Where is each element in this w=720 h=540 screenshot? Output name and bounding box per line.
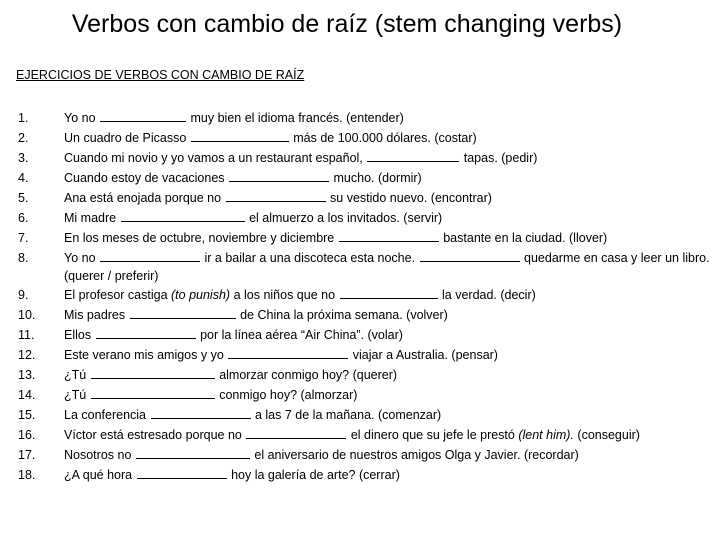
exercise-item-13	[18, 365, 710, 385]
answer-blank[interactable]	[137, 468, 227, 479]
sentence-part: mucho. (dormir)	[333, 171, 422, 185]
exercise-number: 14.	[18, 388, 36, 402]
sentence-part: ¿A qué hora	[64, 468, 133, 482]
sentence-part: Nosotros no	[64, 448, 132, 462]
sentence-part: Un cuadro de Picasso	[64, 131, 187, 145]
answer-blank[interactable]	[340, 288, 438, 299]
exercise-sentence	[64, 285, 710, 305]
sentence-part-italic: (lent him).	[518, 428, 574, 442]
answer-blank[interactable]	[100, 251, 200, 262]
sentence-part: el dinero que su jefe le prestó	[350, 428, 515, 442]
exercise-sentence	[64, 128, 710, 148]
sentence-part: En los meses de octubre, noviembre y diciembre	[64, 231, 335, 245]
exercise-item-16	[18, 425, 710, 445]
answer-blank[interactable]	[420, 251, 520, 262]
answer-blank[interactable]	[226, 191, 326, 202]
exercise-list	[18, 108, 710, 485]
sentence-part: ¿Tú	[64, 388, 87, 402]
answer-blank[interactable]	[100, 111, 186, 122]
exercise-item-4	[18, 168, 710, 188]
exercise-number: 9.	[18, 288, 29, 302]
sentence-part: (conseguir)	[577, 428, 640, 442]
sentence-part: la verdad. (decir)	[442, 288, 536, 302]
sentence-part: a los niños que no	[233, 288, 336, 302]
sentence-part: bastante en la ciudad. (llover)	[443, 231, 608, 245]
sentence-part: hoy la galería de arte? (cerrar)	[231, 468, 400, 482]
exercise-number: 5.	[18, 191, 29, 205]
sentence-part: Ellos	[64, 328, 92, 342]
answer-blank[interactable]	[191, 131, 289, 142]
exercise-sentence	[64, 445, 710, 465]
exercise-number: 15.	[18, 408, 36, 422]
sentence-part: La conferencia	[64, 408, 147, 422]
exercise-sentence	[64, 188, 710, 208]
exercise-item-18	[18, 465, 710, 485]
answer-blank[interactable]	[96, 328, 196, 339]
sentence-part: Ana está enojada porque no	[64, 191, 222, 205]
sentence-part: Víctor está estresado porque no	[64, 428, 242, 442]
exercise-item-5	[18, 188, 710, 208]
exercise-item-10	[18, 305, 710, 325]
sentence-part: Yo no	[64, 111, 96, 125]
exercise-sentence	[64, 208, 710, 228]
exercise-number: 6.	[18, 211, 29, 225]
sentence-part: Este verano mis amigos y yo	[64, 348, 224, 362]
page-title: Verbos con cambio de raíz (stem changing verbs)	[71, 10, 623, 38]
sentence-part: quedarme en casa y leer un libro. (querer / preferir)	[64, 251, 710, 283]
exercise-item-17	[18, 445, 710, 465]
answer-blank[interactable]	[151, 408, 251, 419]
sentence-part: Cuando mi novio y yo vamos a un restaurant español,	[64, 151, 363, 165]
sentence-part: ¿Tú	[64, 368, 87, 382]
exercise-number: 7.	[18, 231, 29, 245]
answer-blank[interactable]	[246, 428, 346, 439]
sentence-part: Cuando estoy de vacaciones	[64, 171, 225, 185]
sentence-part: el aniversario de nuestros amigos Olga y Javier. (recordar)	[254, 448, 579, 462]
exercise-sentence	[64, 168, 710, 188]
exercise-sentence	[64, 345, 710, 365]
sentence-part: Mi madre	[64, 211, 117, 225]
exercise-item-8	[18, 248, 710, 285]
answer-blank[interactable]	[91, 368, 215, 379]
exercise-item-3	[18, 148, 710, 168]
sentence-part: almorzar conmigo hoy? (querer)	[219, 368, 398, 382]
sentence-part: a las 7 de la mañana. (comenzar)	[254, 408, 442, 422]
sentence-part: de China la próxima semana. (volver)	[240, 308, 448, 322]
sentence-part: más de 100.000 dólares. (costar)	[293, 131, 477, 145]
exercise-item-6	[18, 208, 710, 228]
exercise-number: 3.	[18, 151, 29, 165]
exercise-sentence	[64, 465, 710, 485]
exercise-sentence	[64, 325, 710, 345]
exercise-sentence	[64, 385, 710, 405]
exercise-number: 13.	[18, 368, 36, 382]
exercise-sentence	[64, 148, 710, 168]
exercise-number: 17.	[18, 448, 36, 462]
sentence-part: viajar a Australia. (pensar)	[352, 348, 498, 362]
exercise-item-12	[18, 345, 710, 365]
exercise-sentence	[64, 425, 710, 445]
sentence-part-italic: (to punish)	[171, 288, 231, 302]
exercise-item-2	[18, 128, 710, 148]
exercise-item-15	[18, 405, 710, 425]
exercise-number: 4.	[18, 171, 29, 185]
sentence-part: Yo no	[64, 251, 96, 265]
exercise-heading: EJERCICIOS DE VERBOS CON CAMBIO DE RAÍZ	[16, 68, 305, 82]
sentence-part: tapas. (pedir)	[463, 151, 538, 165]
exercise-number: 8.	[18, 251, 29, 265]
sentence-part: su vestido nuevo. (encontrar)	[330, 191, 492, 205]
sentence-part: Mis padres	[64, 308, 126, 322]
exercise-item-11	[18, 325, 710, 345]
exercise-item-14	[18, 385, 710, 405]
sentence-part: conmigo hoy? (almorzar)	[219, 388, 358, 402]
sentence-part: muy bien el idioma francés. (entender)	[190, 111, 404, 125]
exercise-number: 16.	[18, 428, 36, 442]
exercise-sentence	[64, 365, 710, 385]
exercise-sentence	[64, 108, 710, 128]
exercise-item-9	[18, 285, 710, 305]
exercise-sentence	[64, 249, 710, 285]
answer-blank[interactable]	[367, 151, 459, 162]
sentence-part: el almuerzo a los invitados. (servir)	[249, 211, 443, 225]
answer-blank[interactable]	[229, 171, 329, 182]
answer-blank[interactable]	[136, 448, 250, 459]
exercise-sentence	[64, 405, 710, 425]
exercise-number: 12.	[18, 348, 36, 362]
exercise-sentence	[64, 305, 710, 325]
exercise-sentence	[64, 228, 710, 248]
sentence-part: por la línea aérea “Air China”. (volar)	[200, 328, 403, 342]
exercise-number: 10.	[18, 308, 36, 322]
exercise-number: 11.	[18, 328, 35, 342]
answer-blank[interactable]	[121, 211, 245, 222]
exercise-number: 1.	[18, 111, 29, 125]
exercise-number: 18.	[18, 468, 36, 482]
answer-blank[interactable]	[228, 348, 348, 359]
sentence-part: ir a bailar a una discoteca esta noche.	[204, 251, 416, 265]
answer-blank[interactable]	[339, 231, 439, 242]
exercise-number: 2.	[18, 131, 29, 145]
answer-blank[interactable]	[130, 308, 236, 319]
sentence-part: El profesor castiga	[64, 288, 168, 302]
answer-blank[interactable]	[91, 388, 215, 399]
exercise-item-7	[18, 228, 710, 248]
exercise-item-1	[18, 108, 710, 128]
